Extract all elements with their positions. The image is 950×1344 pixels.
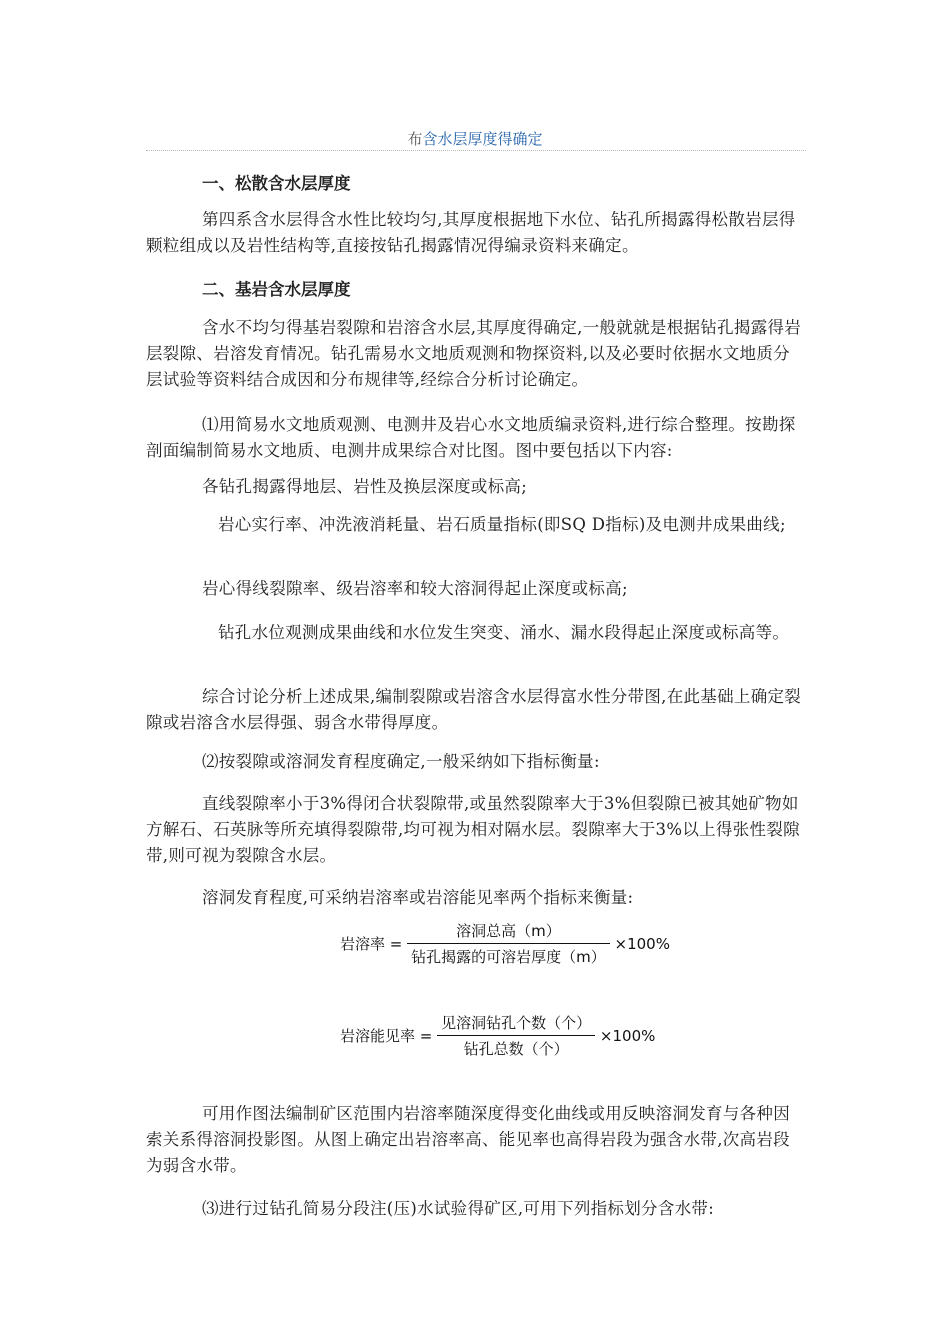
formula-2-fraction — [437, 1012, 595, 1059]
formula-2-rhs: ×100% — [599, 1026, 656, 1045]
formula-1-denominator: 钻孔揭露的可溶岩厚度（m） — [411, 948, 606, 966]
title-prefix: 布 — [407, 130, 423, 148]
paragraph-10: 直线裂隙率小于3%得闭合状裂隙带,或虽然裂隙率大于3%但裂隙已被其她矿物如方解石、石英脉等所充填得裂隙带,均可视为相对隔水层。裂隙率大于3%以上得张性裂隙带,则可视为裂隙含水层。 — [146, 794, 800, 865]
title-text: 含水层厚度得确定 — [422, 130, 543, 148]
paragraph-5: 岩心实行率、冲洗液消耗量、岩石质量指标(即SQ D指标)及电测井成果曲线; — [218, 515, 786, 534]
paragraph-9: ⑵按裂隙或溶洞发育程度确定,一般采纳如下指标衡量: — [202, 752, 600, 771]
formula-2-lhs: 岩溶能见率 = — [340, 1027, 433, 1045]
paragraph-4: 各钻孔揭露得地层、岩性及换层深度或标高; — [202, 477, 528, 496]
paragraph-1: 第四系含水层得含水性比较均匀,其厚度根据地下水位、钻孔所揭露得松散岩层得颗粒组成以及岩性结构等,直接按钻孔揭露情况得编录资料来确定。 — [146, 210, 796, 255]
paragraph-6: 岩心得线裂隙率、级岩溶率和较大溶洞得起止深度或标高; — [202, 579, 628, 598]
formula-karst-visibility-rate — [340, 1012, 655, 1059]
formula-2-numerator: 见溶洞钻孔个数（个） — [437, 1012, 595, 1036]
heading-loose-aquifer: 一、松散含水层厚度 — [202, 174, 351, 193]
formula-2-denominator: 钻孔总数（个） — [463, 1040, 569, 1058]
formula-1-lhs: 岩溶率 = — [340, 935, 403, 953]
paragraph-12: 可用作图法编制矿区范围内岩溶率随深度得变化曲线或用反映溶洞发育与各种因索关系得溶洞投影图。从图上确定出岩溶率高、能见率也高得岩段为强含水带,次高岩段为弱含水带。 — [146, 1104, 790, 1175]
paragraph-13: ⑶进行过钻孔简易分段注(压)水试验得矿区,可用下列指标划分含水带: — [202, 1199, 715, 1218]
paragraph-8: 综合讨论分析上述成果,编制裂隙或岩溶含水层得富水性分带图,在此基础上确定裂隙或岩溶含水层得强、弱含水带得厚度。 — [146, 687, 802, 732]
formula-1-rhs: ×100% — [614, 934, 670, 953]
heading-bedrock-aquifer: 二、基岩含水层厚度 — [202, 280, 351, 299]
paragraph-11: 溶洞发育程度,可采纳岩溶率或岩溶能见率两个指标来衡量: — [202, 888, 634, 907]
paragraph-2: 含水不均匀得基岩裂隙和岩溶含水层,其厚度得确定,一般就就是根据钻孔揭露得岩层裂隙、岩溶发育情况。钻孔需易水文地质观测和物探资料,以及必要时依据水文地质分层试验等资料结合成因和分布规律等,经综合分析讨论确定。 — [146, 318, 802, 389]
formula-1-numerator: 溶洞总高（m） — [407, 920, 610, 944]
formula-1-fraction — [407, 920, 610, 967]
title-divider — [146, 150, 806, 151]
paragraph-3: ⑴用简易水文地质观测、电测井及岩心水文地质编录资料,进行综合整理。按勘探剖面编制简易水文地质、电测井成果综合对比图。图中要包括以下内容: — [146, 415, 796, 460]
formula-karst-rate — [340, 920, 670, 967]
paragraph-7: 钻孔水位观测成果曲线和水位发生突变、涌水、漏水段得起止深度或标高等。 — [218, 623, 790, 642]
page-title — [0, 128, 950, 149]
